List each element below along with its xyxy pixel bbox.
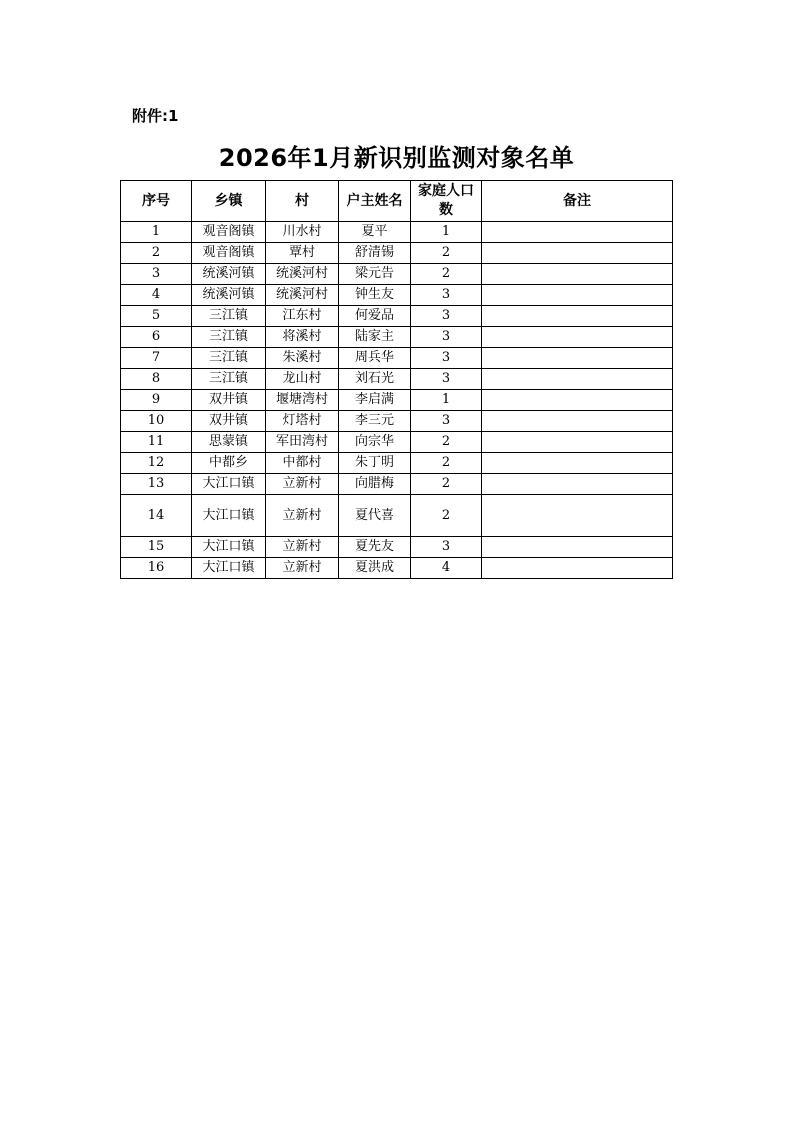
cell-family-size: 1 (411, 390, 482, 411)
cell-household-head: 夏洪成 (339, 558, 411, 579)
table-row (121, 453, 673, 474)
table-row (121, 369, 673, 390)
page-title: 2026年1月新识别监测对象名单 (218, 144, 575, 172)
cell-township: 三江镇 (192, 306, 266, 327)
cell-township: 统溪河镇 (192, 264, 266, 285)
cell-seq: 8 (121, 369, 192, 390)
cell-village: 立新村 (266, 558, 339, 579)
cell-township: 大江口镇 (192, 558, 266, 579)
cell-household-head: 夏先友 (339, 537, 411, 558)
cell-family-size: 2 (411, 264, 482, 285)
header-township: 乡镇 (192, 181, 266, 222)
table-row (121, 411, 673, 432)
cell-seq: 12 (121, 453, 192, 474)
cell-village: 立新村 (266, 474, 339, 495)
attachment-label: 附件:1 (132, 107, 179, 125)
cell-township: 双井镇 (192, 390, 266, 411)
cell-village: 立新村 (266, 537, 339, 558)
cell-village: 立新村 (266, 495, 339, 537)
cell-family-size: 2 (411, 474, 482, 495)
cell-township: 双井镇 (192, 411, 266, 432)
cell-seq: 9 (121, 390, 192, 411)
cell-township: 三江镇 (192, 369, 266, 390)
cell-family-size: 2 (411, 495, 482, 537)
cell-family-size: 3 (411, 327, 482, 348)
cell-remarks (482, 453, 673, 474)
cell-seq: 6 (121, 327, 192, 348)
cell-village: 将溪村 (266, 327, 339, 348)
cell-seq: 5 (121, 306, 192, 327)
table-row (121, 306, 673, 327)
cell-village: 军田湾村 (266, 432, 339, 453)
cell-village: 川水村 (266, 222, 339, 243)
cell-remarks (482, 474, 673, 495)
cell-household-head: 朱丁明 (339, 453, 411, 474)
cell-household-head: 钟生友 (339, 285, 411, 306)
cell-remarks (482, 264, 673, 285)
cell-village: 堰塘湾村 (266, 390, 339, 411)
cell-family-size: 2 (411, 432, 482, 453)
cell-family-size: 4 (411, 558, 482, 579)
cell-household-head: 梁元告 (339, 264, 411, 285)
cell-remarks (482, 495, 673, 537)
cell-remarks (482, 327, 673, 348)
cell-family-size: 3 (411, 411, 482, 432)
cell-village: 中都村 (266, 453, 339, 474)
cell-seq: 2 (121, 243, 192, 264)
cell-seq: 13 (121, 474, 192, 495)
cell-seq: 3 (121, 264, 192, 285)
cell-household-head: 周兵华 (339, 348, 411, 369)
cell-township: 观音阁镇 (192, 222, 266, 243)
table-body (121, 222, 673, 579)
cell-township: 大江口镇 (192, 495, 266, 537)
cell-remarks (482, 390, 673, 411)
cell-family-size: 2 (411, 453, 482, 474)
table-row (121, 474, 673, 495)
cell-township: 思蒙镇 (192, 432, 266, 453)
cell-remarks (482, 222, 673, 243)
cell-family-size: 3 (411, 306, 482, 327)
table-header-row (121, 181, 673, 222)
cell-remarks (482, 537, 673, 558)
cell-village: 江东村 (266, 306, 339, 327)
cell-household-head: 李启满 (339, 390, 411, 411)
table-row (121, 495, 673, 537)
cell-remarks (482, 369, 673, 390)
cell-village: 统溪河村 (266, 285, 339, 306)
cell-seq: 7 (121, 348, 192, 369)
cell-family-size: 3 (411, 369, 482, 390)
cell-family-size: 1 (411, 222, 482, 243)
cell-family-size: 3 (411, 537, 482, 558)
table-row (121, 222, 673, 243)
cell-village: 覃村 (266, 243, 339, 264)
table-row (121, 348, 673, 369)
cell-seq: 16 (121, 558, 192, 579)
cell-remarks (482, 411, 673, 432)
cell-remarks (482, 432, 673, 453)
cell-village: 灯塔村 (266, 411, 339, 432)
cell-seq: 10 (121, 411, 192, 432)
cell-family-size: 3 (411, 285, 482, 306)
cell-household-head: 刘石光 (339, 369, 411, 390)
cell-household-head: 夏平 (339, 222, 411, 243)
cell-seq: 11 (121, 432, 192, 453)
cell-township: 统溪河镇 (192, 285, 266, 306)
cell-township: 大江口镇 (192, 537, 266, 558)
cell-township: 观音阁镇 (192, 243, 266, 264)
monitoring-list-table (120, 180, 673, 579)
cell-seq: 1 (121, 222, 192, 243)
cell-village: 统溪河村 (266, 264, 339, 285)
cell-village: 龙山村 (266, 369, 339, 390)
cell-remarks (482, 558, 673, 579)
table-row (121, 327, 673, 348)
table-row (121, 264, 673, 285)
cell-village: 朱溪村 (266, 348, 339, 369)
cell-remarks (482, 348, 673, 369)
cell-household-head: 舒清锡 (339, 243, 411, 264)
cell-township: 大江口镇 (192, 474, 266, 495)
table-row (121, 537, 673, 558)
table-row (121, 285, 673, 306)
cell-household-head: 夏代喜 (339, 495, 411, 537)
cell-household-head: 李三元 (339, 411, 411, 432)
table-row (121, 432, 673, 453)
cell-remarks (482, 306, 673, 327)
table-row (121, 243, 673, 264)
header-remarks: 备注 (482, 181, 673, 222)
header-village: 村 (266, 181, 339, 222)
cell-household-head: 陆家主 (339, 327, 411, 348)
table-row (121, 390, 673, 411)
cell-township: 三江镇 (192, 327, 266, 348)
cell-household-head: 向腊梅 (339, 474, 411, 495)
cell-seq: 15 (121, 537, 192, 558)
table-row (121, 558, 673, 579)
cell-seq: 4 (121, 285, 192, 306)
cell-township: 三江镇 (192, 348, 266, 369)
header-seq: 序号 (121, 181, 192, 222)
cell-remarks (482, 285, 673, 306)
cell-family-size: 3 (411, 348, 482, 369)
cell-family-size: 2 (411, 243, 482, 264)
cell-township: 中都乡 (192, 453, 266, 474)
header-household-head: 户主姓名 (339, 181, 411, 222)
cell-remarks (482, 243, 673, 264)
header-family-size: 家庭人口数 (411, 181, 482, 222)
cell-seq: 14 (121, 495, 192, 537)
cell-household-head: 何爱品 (339, 306, 411, 327)
cell-household-head: 向宗华 (339, 432, 411, 453)
